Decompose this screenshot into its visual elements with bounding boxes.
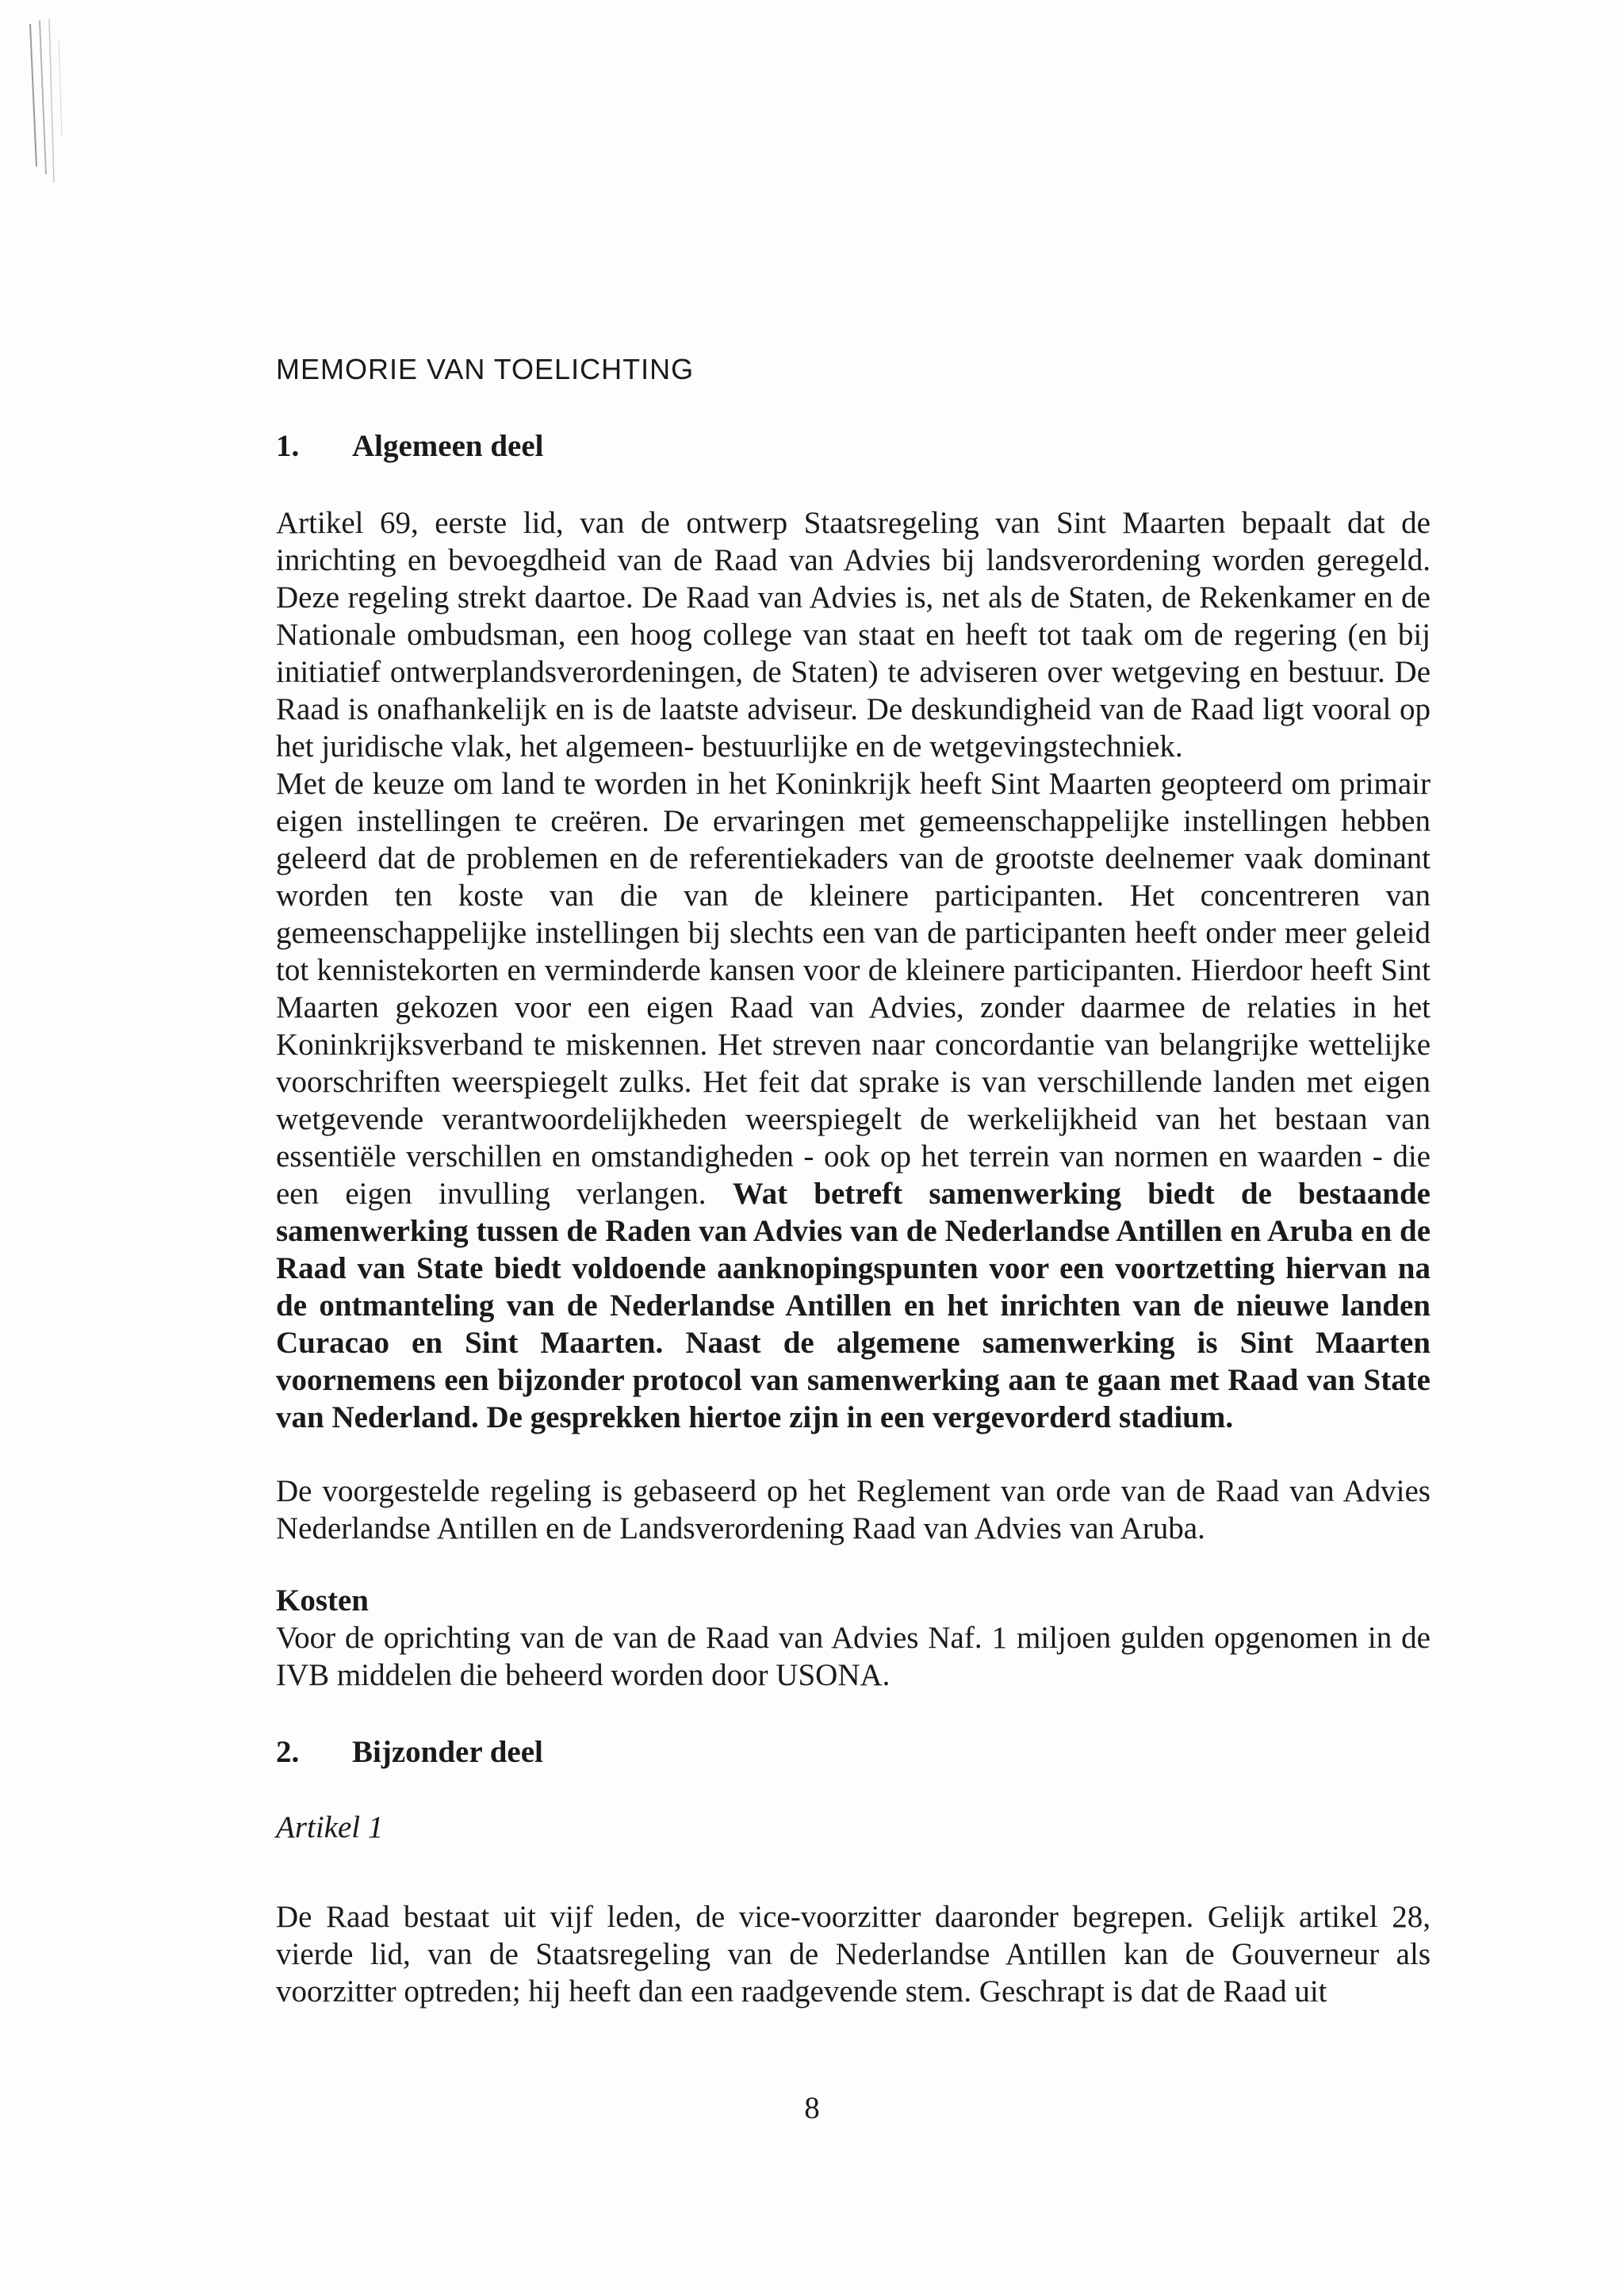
section-heading-general	[276, 427, 1431, 465]
article-1-heading: Artikel 1	[276, 1810, 384, 1844]
section-title: Algemeen deel	[352, 429, 544, 463]
document-body	[257, 333, 1431, 2010]
paragraph-own-institutions	[276, 765, 1431, 1436]
paragraph-regular-text: Met de keuze om land te worden in het Koninkrijk heeft Sint Maarten geopteerd om primair eigen instellingen te creëren. De ervaringen met gemeenschappelijke instellingen hebben geleerd dat de problemen en de referentiekaders van de grootste deelnemer vaak dominant worden ten koste van die van de kleinere participanten. Het concentreren van gemeenschappelijke instellingen bij slechts een van de participanten heeft onder meer geleid tot kennistekorten en verminderde kansen voor de kleinere participanten. Hierdoor heeft Sint Maarten gekozen voor een eigen Raad van Advies, zonder daarmee de relaties in het Koninkrijksverband te miskennen. Het streven naar concordantie van belangrijke wettelijke voorschriften weerspiegelt zulks. Het feit dat sprake is van verschillende landen met eigen wetgevende verantwoordelijkheden weerspiegelt de werkelijkheid van het bestaan van essentiële verschillen en omstandigheden - ook op het terrein van normen en waarden - die een eigen invulling verlangen.	[276, 767, 1431, 1211]
costs-heading: Kosten	[276, 1583, 369, 1618]
section-heading-specific	[276, 1733, 1431, 1771]
article-1-text: De Raad bestaat uit vijf leden, de vice-voorzitter daaronder begrepen. Gelijk artikel 28, vierde lid, van de Staatsregeling van de Nederlandse Antillen kan de Gouverneur als voorzitter optreden; hij heeft dan een raadgevende stem. Geschrapt is dat de Raad uit	[276, 1900, 1431, 2009]
scan-edge-mark	[6, 16, 70, 190]
paragraph-bold-text: Wat betreft samenwerking biedt de bestaande samenwerking tussen de Raden van Advies van de Nederlandse Antillen en Aruba en de Raad van State biedt voldoende aanknopingspunten voor een voortzetting hiervan na de ontmanteling van de Nederlandse Antillen en het inrichten van de nieuwe landen Curacao en Sint Maarten. Naast de algemene samenwerking is Sint Maarten voornemens een bijzonder protocol van samenwerking aan te gaan met Raad van State van Nederland. De gesprekken hiertoe zijn in een vergevorderd stadium.	[276, 1177, 1431, 1434]
page-number: 8	[804, 2091, 820, 2125]
costs-text: Voor de oprichting van de van de Raad van Advies Naf. 1 miljoen gulden opgenomen in de IVB middelen die beheerd worden door USONA.	[276, 1621, 1431, 1692]
section-number: 2.	[276, 1735, 300, 1769]
document-title: MEMORIE VAN TOELICHTING	[276, 353, 695, 385]
section-number: 1.	[276, 429, 300, 463]
paragraph-article-69: Artikel 69, eerste lid, van de ontwerp Staatsregeling van Sint Maarten bepaalt dat de inrichting en bevoegdheid van de Raad van Advies bij landsverordening worden geregeld. Deze regeling strekt daartoe. De Raad van Advies is, net als de Staten, de Rekenkamer en de Nationale ombudsman, een hoog college van staat en heeft tot taak om de regering (en bij initiatief ontwerplandsverordeningen, de Staten) te adviseren over wetgeving en bestuur. De Raad is onafhankelijk en is de laatste adviseur. De deskundigheid van de Raad ligt vooral op het juridische vlak, het algemeen- bestuurlijke en de wetgevingstechniek.	[276, 506, 1431, 764]
paragraph-regulation-basis: De voorgestelde regeling is gebaseerd op het Reglement van orde van de Raad van Advies Nederlandse Antillen en de Landsverordening Raad van Advies van Aruba.	[276, 1474, 1431, 1545]
section-title: Bijzonder deel	[352, 1735, 543, 1769]
